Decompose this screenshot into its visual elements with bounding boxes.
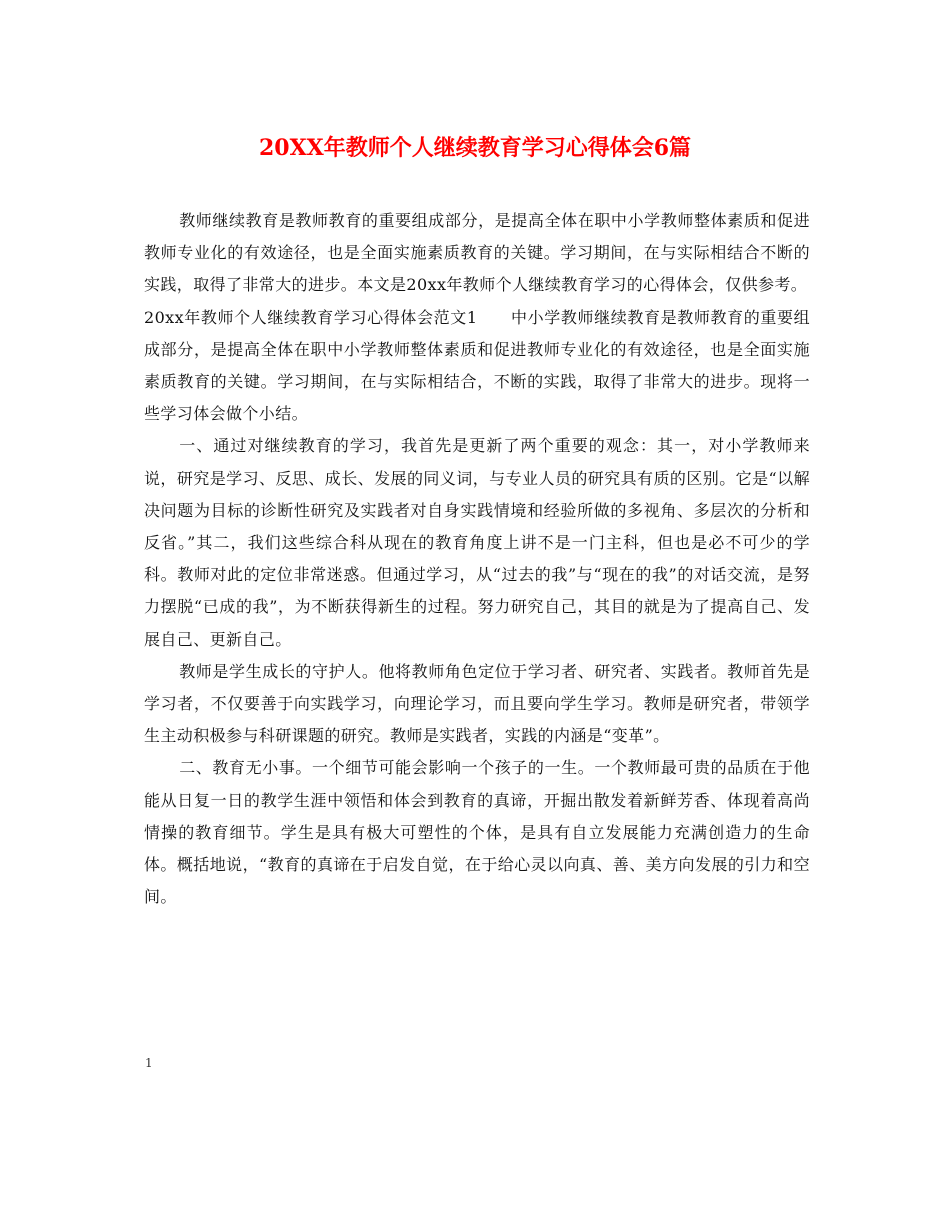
paragraph-section-2: 二、教育无小事。一个细节可能会影响一个孩子的一生。一个教师最可贵的品质在于他能从日复一日的教学生涯中领悟和体会到教育的真谛，开掘出散发着新鲜芳香、体现着高尚情操的教育细节。学生是具有极大可塑性的个体，是具有自立发展能力充满创造力的生命体。概括地说，“教育的真谛在于启发自觉，在于给心灵以向真、善、美方向发展的引力和空间。 [144,758,810,907]
paragraph-teacher-role: 教师是学生成长的守护人。他将教师角色定位于学习者、研究者、实践者。教师首先是学习者，不仅要善于向实践学习，向理论学习，而且要向学生学习。教师是研究者，带领学生主动积极参与科研课题的研究。教师是实践者，实践的内涵是“变革”。 [144,661,810,746]
page-number: 1 [145,1056,153,1070]
document-title: 20XX年教师个人继续教育学习心得体会6篇 [258,135,692,161]
document-body [144,205,810,913]
paragraph-section-1: 一、通过对继续教育的学习，我首先是更新了两个重要的观念：其一，对小学教师来说，研究是学习、反思、成长、发展的同义词，与专业人员的研究具有质的区别。它是“以解决问题为目标的诊断性研究及实践者对自身实践情境和经验所做的多视角、多层次的分析和反省。”其二，我们这些综合科从现在的教育角度上讲不是一门主科，但也是必不可少的学科。教师对此的定位非常迷惑。但通过学习，从“过去的我”与“现在的我”的对话交流，是努力摆脱“已成的我”，为不断获得新生的过程。努力研究自己，其目的就是为了提高自己、发展自己、更新自己。 [144,436,810,649]
paragraph-intro: 教师继续教育是教师教育的重要组成部分，是提高全体在职中小学教师整体素质和促进教师专业化的有效途径，也是全面实施素质教育的关键。学习期间，在与实际相结合不断的实践，取得了非常大的进步。本文是20xx年教师个人继续教育学习的心得体会，仅供参考。 [144,211,810,295]
paragraph-sample-1: 20xx年教师个人继续教育学习心得体会范文1 中小学教师继续教育是教师教育的重要组成部分，是提高全体在职中小学教师整体素质和促进教师专业化的有效途径，也是全面实施素质教育的关键。学习期间，在与实际相结合，不断的实践，取得了非常大的进步。现将一些学习体会做个小结。 [144,307,810,424]
